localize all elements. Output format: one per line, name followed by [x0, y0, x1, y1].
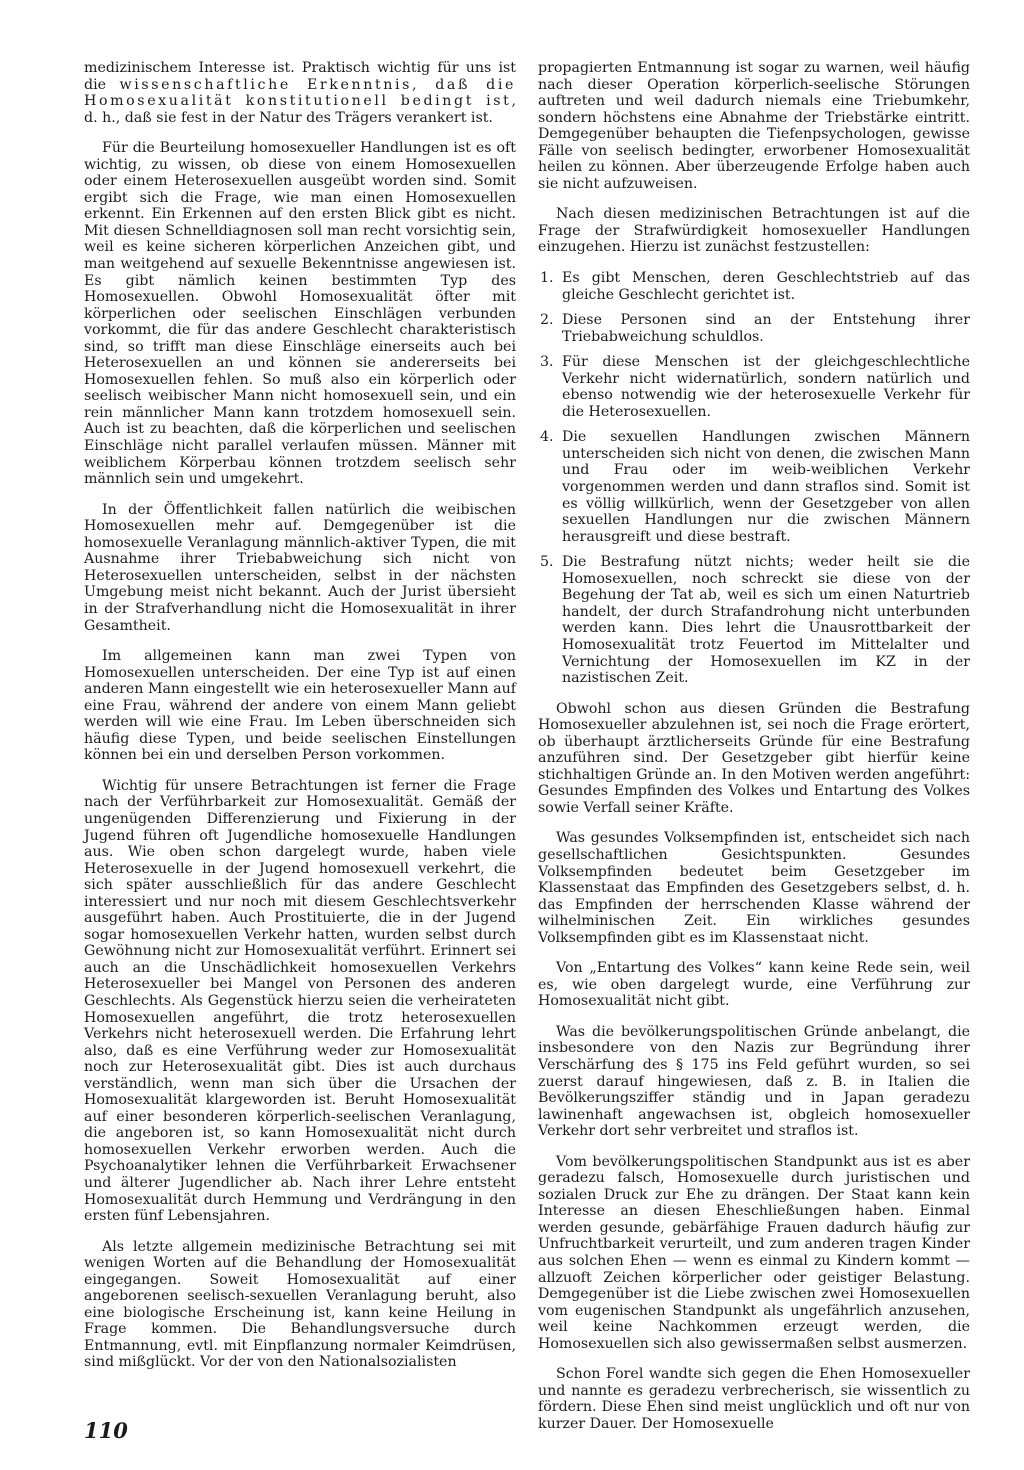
list-item [538, 312, 970, 345]
list-number: 4. [540, 429, 554, 446]
paragraph: Von „Entartung des Volkes“ kann keine Rede sein, weil es, wie oben dargelegt wurde, eine Verführung zur Homosexualität nicht gibt. [538, 960, 970, 1010]
page-number: 110 [84, 1418, 128, 1443]
paragraph: Nach diesen medizinischen Betrachtungen ist auf die Frage der Strafwürdigkeit homosexueller Handlungen einzugehen. Hierzu ist zunächst festzustellen: [538, 206, 970, 256]
paragraph: Schon Forel wandte sich gegen die Ehen Homosexueller und nannte es geradezu verbrecherisch, sie wissentlich zu fördern. Diese Ehen sind meist unglücklich und oft nur von kurzer Dauer. Der Homosexuelle [538, 1366, 970, 1432]
list-number: 1. [540, 270, 554, 287]
emphasized-text: wissenschaftliche Erkenntnis, daß die Homosexualität konstitutionell bedingt ist [84, 76, 516, 110]
list-text: Die Bestrafung nützt nichts; weder heilt sie die Homosexuellen, noch schreckt sie diese von der Begehung der Tat ab, weil es sich um einen Naturtrieb handelt, der durch Strafandrohung nicht unterbunden werden kann. Dies lehrt die Unausrottbarkeit der Homosexualität trotz Feuertod im Mittelalter und Vernichtung der Homosexuellen im KZ in der nazistischen Zeit. [562, 554, 970, 687]
list-item [538, 429, 970, 545]
paragraph: In der Öffentlichkeit fallen natürlich die weibischen Homosexuellen mehr auf. Demgegenüber ist die homosexuelle Veranlagung männlich-aktiver Typen, die mit Ausnahme ihrer Triebabweichung sich nicht von Heterosexuellen unterscheiden, selbst in der nächsten Umgebung meist nicht bekannt. Auch der Jurist übersieht in der Strafverhandlung nicht die Homosexualität in ihrer Gesamtheit. [84, 501, 516, 634]
list-text: Es gibt Menschen, deren Geschlechtstrieb auf das gleiche Geschlecht gerichtet ist. [562, 270, 970, 303]
text-run: , d. h., daß sie fest in der Natur des Trägers verankert ist. [84, 93, 516, 126]
list-item [538, 554, 970, 686]
list-number: 3. [540, 354, 554, 371]
paragraph: Als letzte allgemein medizinische Betrachtung sei mit wenigen Worten auf die Behandlung der Homosexualität eingegangen. Soweit Homosexualität auf einer angeborenen seelisch-sexuellen Veranlagung beruht, also eine biologische Erscheinung ist, kann keine Heilung in Frage kommen. Die Behandlungsversuche durch Entmannung, evtl. mit Einpflanzung normaler Keimdrüsen, sind mißglückt. Vor der von den Nationalsozialisten [84, 1238, 516, 1371]
right-column [538, 60, 970, 1446]
paragraph: Was gesundes Volksempfinden ist, entscheidet sich nach gesellschaftlichen Gesichtspunkten. Gesundes Volksempfinden bedeutet beim Gesetzgeber im Klassenstaat das Empfinden des Gesetzgebers selbst, d. h. das Empfinden der herrschenden Klasse während der wilhelminischen Zeit. Ein wirkliches gesundes Volksempfinden gibt es im Klassenstaat nicht. [538, 830, 970, 946]
paragraph: Wichtig für unsere Betrachtungen ist ferner die Frage nach der Verführbarkeit zur Homosexualität. Gemäß der ungenügenden Differenzierung und Fixierung in der Jugend führen oft Jugendliche homosexuelle Handlungen aus. Wie oben schon dargelegt wurde, haben viele Heterosexuelle in der Jugend homosexuell verkehrt, die sich später ausschließlich für das andere Geschlecht interessiert und nur noch mit diesem Geschlechtsverkehr ausgeführt haben. Auch Prostituierte, die in der Jugend sogar homosexuellen Verkehr hatten, wurden selbst durch Gewöhnung nicht zur Homosexualität verführt. Erinnert sei auch an die Unschädlichkeit homosexuellen Verkehrs Heterosexueller bei Mangel von Personen des anderen Geschlechts. Als Gegenstück hierzu seien die verheirateten Homosexuellen angeführt, die trotz heterosexuellen Verkehrs nicht heterosexuell werden. Die Erfahrung lehrt also, daß es eine Verführung weder zur Homosexualität noch zur Heterosexualität gibt. Dies ist auch durchaus verständlich, wenn man sich über die Ursachen der Homosexualität klargeworden ist. Beruht Homosexualität auf einer besonderen körperlich-seelischen Veranlagung, die angeboren ist, so kann Homosexualität nicht durch homosexuellen Verkehr erworben werden. Auch die Psychoanalytiker lehnen die Verführbarkeit Erwachsener und älterer Jugendlicher ab. Nach ihrer Lehre entsteht Homosexualität durch Hemmung und Verdrängung in den ersten fünf Lebensjahren. [84, 777, 516, 1225]
paragraph: Was die bevölkerungspolitischen Gründe anbelangt, die insbesondere von den Nazis zur Begründung ihrer Verschärfung des § 175 ins Feld geführt wurden, so sei zuerst darauf hingewiesen, daß z. B. in Italien die Bevölkerungsziffer ständig und in Japan geradezu lawinenhaft angewachsen ist, obgleich homosexueller Verkehr dort sehr verbreitet und straflos ist. [538, 1023, 970, 1140]
list-item [538, 354, 970, 420]
text-run: medizinischem Interesse ist. Praktisch wichtig für uns ist die [84, 60, 516, 93]
paragraph: Im allgemeinen kann man zwei Typen von Homosexuellen unterscheiden. Der eine Typ ist auf einen anderen Mann eingestellt wie ein heterosexueller Mann auf eine Frau, während der andere von einem Mann geliebt werden will wie eine Frau. Im Leben überschneiden sich häufig diese Typen, und beide seelischen Einstellungen können bei ein und derselben Person vorkommen. [84, 648, 516, 764]
paragraph: propagierten Entmannung ist sogar zu warnen, weil häufig nach dieser Operation körperlich-seelische Störungen auftreten und weil dadurch niemals eine Triebumkehr, sondern höchstens eine Abnahme der Triebstärke eintritt. Demgegenüber behaupten die Tiefenpsychologen, gewisse Fälle von seelisch bedingter, erworbener Homosexualität heilen zu können. Aber überzeugende Erfolge haben auch sie nicht aufzuweisen. [538, 60, 970, 192]
list-text: Für diese Menschen ist der gleichgeschlechtliche Verkehr nicht widernatürlich, sondern natürlich und ebenso notwendig wie der heterosexuelle Verkehr für die Heterosexuellen. [562, 354, 970, 420]
list-number: 5. [540, 554, 554, 571]
paragraph: Obwohl schon aus diesen Gründen die Bestrafung Homosexueller abzulehnen ist, sei noch die Frage erörtert, ob überhaupt ärztlicherseits Gründe für eine Bestrafung anzuführen sind. Der Gesetzgeber gibt hierfür keine stichhaltigen Gründe an. In den Motiven werden angeführt: Gesundes Empfinden des Volkes und Entartung des Volkes sowie Verfall seiner Kräfte. [538, 700, 970, 816]
paragraph: Vom bevölkerungspolitischen Standpunkt aus ist es aber geradezu falsch, Homosexuelle durch juristischen und sozialen Druck zur Ehe zu drängen. Der Staat kann kein Interesse an diesen Eheschließungen haben. Einmal werden gesunde, gebärfähige Frauen dadurch häufig zur Unfruchtbarkeit verurteilt, und zum anderen tragen Kinder aus solchen Ehen — wenn es einmal zu Kindern kommt — allzuoft Zeichen körperlicher oder geistiger Belastung. Demgegenüber ist die Liebe zwischen zwei Homosexuellen vom eugenischen Standpunkt als ungefährlich anzusehen, weil keine Nachkommen erzeugt werden, die Homosexuellen sich also gewissermaßen selbst ausmerzen. [538, 1153, 970, 1352]
list-text: Diese Personen sind an der Entstehung ihrer Triebabweichung schuldlos. [562, 312, 970, 345]
list-item [538, 270, 970, 303]
list-text: Die sexuellen Handlungen zwischen Männern unterscheiden sich nicht von denen, die zwischen Mann und Frau oder im weib-weiblichen Verkehr vorgenommen werden und dann straflos sind. Somit ist es völlig willkürlich, wenn der Gesetzgeber von allen sexuellen Handlungen nur die zwischen Männern herausgreift und diese bestraft. [562, 429, 970, 545]
paragraph: Für die Beurteilung homosexueller Handlungen ist es oft wichtig, zu wissen, ob diese von einem Homosexuellen oder einem Heterosexuellen ausgeübt worden sind. Somit ergibt sich die Frage, wie man einen Homosexuellen erkennt. Ein Erkennen auf den ersten Blick gibt es nicht. Mit diesen Schnelldiagnosen soll man recht vorsichtig sein, weil es keine sicheren körperlichen Anzeichen gibt, und man weitgehend auf sexuelle Bekenntnisse angewiesen ist. Es gibt nämlich keinen bestimmten Typ des Homosexuellen. Obwohl Homosexualität öfter mit körperlichen oder seelischen Einschlägen verbunden vorkommt, die für das andere Geschlecht charakteristisch sind, so trifft man diese Einschläge einerseits auch bei Heterosexuellen an und können sie andererseits bei Homosexuellen fehlen. So muß also ein körperlich oder seelisch weibischer Mann nicht homosexuell sein, und ein rein männlicher Mann kann trotzdem homosexuell sein. Auch ist zu beachten, daß die körperlichen und seelischen Einschläge nicht parallel verlaufen müssen. Männer mit weiblichem Körperbau können trotzdem seelisch sehr männlich sein und umgekehrt. [84, 140, 516, 488]
left-column [84, 60, 516, 1385]
list-number: 2. [540, 312, 554, 329]
paragraph [84, 60, 516, 126]
numbered-list [538, 270, 970, 687]
